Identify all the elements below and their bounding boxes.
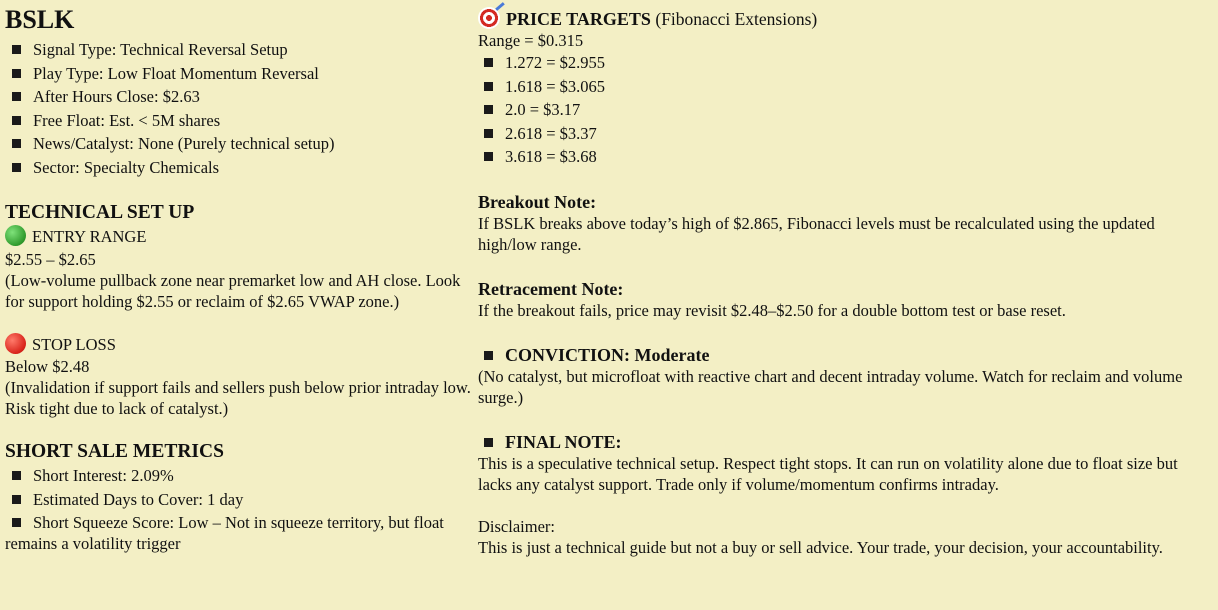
breakout-text: If BSLK breaks above today’s high of $2.865, Fibonacci levels must be recalculated using the updated high/low range.	[478, 213, 1155, 254]
right-column	[478, 0, 1214, 558]
list-item: 2.0 = $3.17	[478, 98, 1214, 122]
bullet-square-icon	[484, 82, 493, 91]
bullet-square-icon	[484, 438, 493, 447]
list-item: Signal Type: Technical Reversal Setup	[5, 38, 473, 62]
breakout-heading: Breakout Note:	[478, 191, 597, 212]
list-item: News/Catalyst: None (Purely technical setup)	[5, 132, 473, 156]
bullet-square-icon	[12, 471, 21, 480]
list-item: 3.618 = $3.68	[478, 145, 1214, 169]
stop-value: Below $2.48	[5, 357, 90, 376]
bullet-square-icon	[484, 152, 493, 161]
list-item: 1.272 = $2.955	[478, 51, 1214, 75]
targets-range: Range = $0.315	[478, 31, 584, 50]
entry-value: $2.55 – $2.65	[5, 249, 96, 269]
conviction-heading: CONVICTION: Moderate	[478, 344, 1214, 366]
bullet-square-icon	[12, 69, 21, 78]
disclaimer-text: This is just a technical guide but not a buy or sell advice. Your trade, your decision, your accountability.	[478, 537, 1163, 557]
left-column	[5, 0, 473, 554]
list-item: 1.618 = $3.065	[478, 75, 1214, 99]
disclaimer-label: Disclaimer:	[478, 516, 555, 536]
bullet-square-icon	[12, 518, 21, 527]
list-item: Estimated Days to Cover: 1 day	[5, 488, 473, 512]
bullet-square-icon	[484, 105, 493, 114]
target-icon	[478, 7, 500, 29]
bullet-square-icon	[12, 92, 21, 101]
retracement-heading: Retracement Note:	[478, 278, 624, 299]
list-item: Short Squeeze Score: Low – Not in squeeze territory, but float remains a volatility trigger	[5, 513, 444, 553]
bullet-square-icon	[12, 163, 21, 172]
bullet-square-icon	[12, 495, 21, 504]
short-sale-heading: SHORT SALE METRICS	[5, 441, 224, 462]
list-item: After Hours Close: $2.63	[5, 85, 473, 109]
red-circle-icon	[5, 333, 26, 354]
final-note-heading: FINAL NOTE:	[478, 431, 1214, 453]
list-item: 2.618 = $3.37	[478, 122, 1214, 146]
stop-note: (Invalidation if support fails and sellers push below prior intraday low. Risk tight due to lack of catalyst.)	[5, 378, 471, 418]
final-note-text: This is a speculative technical setup. Respect tight stops. It can run on volatility alone due to float size but lacks any catalyst support. Trade only if volume/momentum confirms intraday.	[478, 453, 1178, 494]
entry-note: (Low-volume pullback zone near premarket low and AH close. Look for support holding $2.55 or reclaim of $2.65 VWAP zone.)	[5, 270, 461, 311]
list-item: Short Interest: 2.09%	[5, 464, 473, 488]
ticker-title: BSLK	[5, 5, 75, 34]
overview-list	[5, 38, 473, 179]
retracement-text: If the breakout fails, price may revisit $2.48–$2.50 for a double bottom test or base reset.	[478, 300, 1066, 320]
list-item: Free Float: Est. < 5M shares	[5, 109, 473, 133]
green-circle-icon	[5, 225, 26, 246]
technical-heading: TECHNICAL SET UP	[5, 202, 195, 223]
conviction-text: (No catalyst, but microfloat with reactive chart and decent intraday volume. Watch for reclaim and volume surge.)	[478, 366, 1183, 407]
targets-heading: PRICE TARGETS (Fibonacci Extensions)	[478, 7, 1214, 30]
list-item: Sector: Specialty Chemicals	[5, 156, 473, 180]
list-item: Play Type: Low Float Momentum Reversal	[5, 62, 473, 86]
bullet-square-icon	[12, 139, 21, 148]
bullet-square-icon	[12, 45, 21, 54]
bullet-square-icon	[484, 351, 493, 360]
entry-label: ENTRY RANGE	[5, 225, 473, 249]
stop-label: STOP LOSS	[5, 333, 473, 357]
bullet-square-icon	[484, 129, 493, 138]
bullet-square-icon	[12, 116, 21, 125]
bullet-square-icon	[484, 58, 493, 67]
